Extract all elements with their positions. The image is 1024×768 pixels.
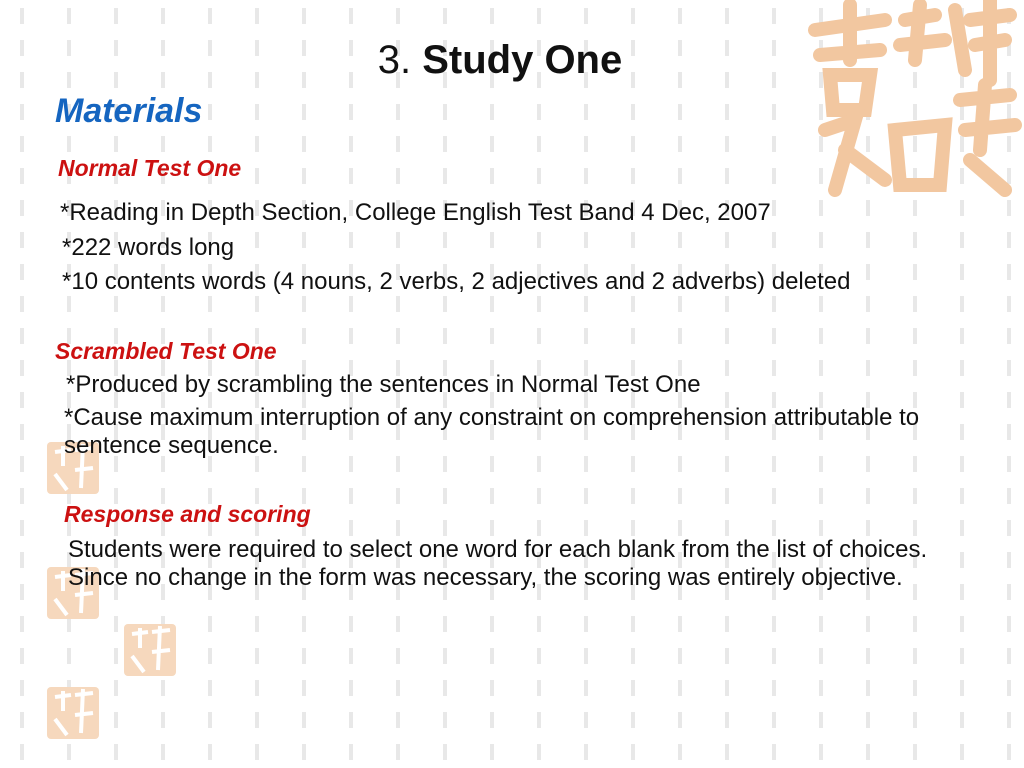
response-scoring-text: Students were required to select one word for each blank from the list of choices. Since no change in the form was necessary, the scoring was entirely objective. — [68, 536, 928, 591]
normal-test-heading: Normal Test One — [58, 155, 242, 181]
scrambled-item-2: *Cause maximum interruption of any constraint on comprehension attributable to sentence sequence. — [64, 404, 920, 459]
title-number: 3. — [377, 38, 412, 82]
slide-title — [0, 38, 1000, 83]
response-scoring-heading: Response and scoring — [64, 501, 311, 527]
normal-item-2: *222 words long — [62, 234, 235, 261]
normal-item-3: *10 contents words (4 nouns, 2 verbs, 2 adjectives and 2 adverbs) deleted — [62, 268, 851, 295]
scrambled-test-heading: Scrambled Test One — [55, 338, 277, 364]
title-text: Study One — [422, 38, 623, 82]
materials-heading: Materials — [55, 92, 203, 130]
scrambled-item-1: *Produced by scrambling the sentences in Normal Test One — [66, 371, 701, 398]
normal-item-1: *Reading in Depth Section, College English Test Band 4 Dec, 2007 — [60, 199, 771, 226]
